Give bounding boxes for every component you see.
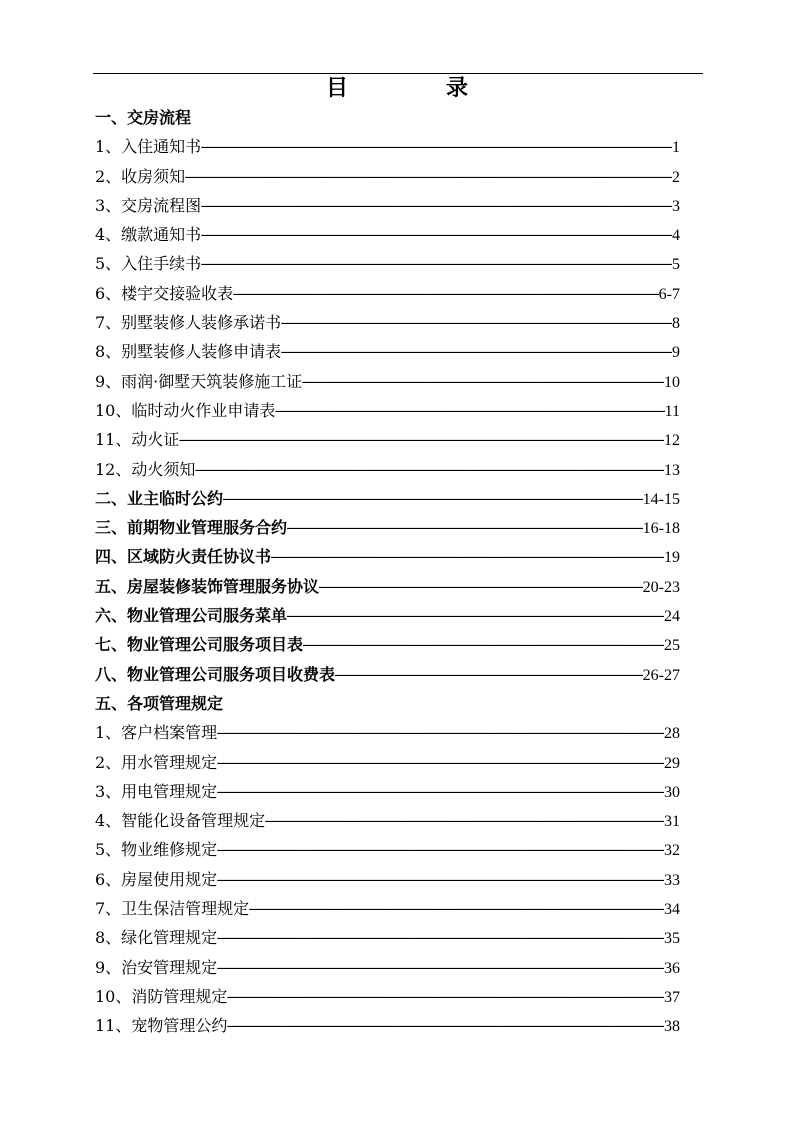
toc-entry[interactable] — [95, 718, 680, 747]
toc-entry[interactable] — [95, 425, 680, 454]
toc-page-number: 29 — [664, 754, 680, 772]
toc-entry-label: 4、智能化设备管理规定 — [95, 811, 266, 831]
toc-entry-label: 5、入住手续书 — [95, 254, 202, 274]
toc-page-number: 19 — [664, 549, 680, 567]
toc-entry-label: 8、别墅装修人装修申请表 — [95, 342, 282, 362]
toc-page-number: 26-27 — [642, 666, 680, 684]
toc-entry[interactable] — [95, 396, 680, 425]
toc-dot-leader — [249, 894, 664, 923]
toc-entry[interactable] — [95, 132, 680, 161]
toc-page-number: 1 — [672, 139, 680, 157]
toc-page-number: 25 — [664, 637, 680, 655]
toc-entry[interactable] — [95, 865, 680, 894]
table-of-contents — [95, 103, 680, 1041]
toc-dot-leader — [275, 396, 664, 425]
toc-entry-label: 1、入住通知书 — [95, 137, 202, 157]
toc-dot-leader — [287, 513, 643, 542]
toc-page-number: 28 — [664, 725, 680, 743]
toc-dot-leader — [227, 1011, 664, 1040]
toc-page-number: 24 — [664, 608, 680, 626]
toc-entry[interactable] — [95, 923, 680, 952]
toc-dot-leader — [281, 337, 672, 366]
toc-entry-label: 七、物业管理公司服务项目表 — [95, 635, 304, 655]
toc-page-number: 13 — [664, 461, 680, 479]
toc-entry[interactable] — [95, 162, 680, 191]
toc-entry[interactable] — [95, 982, 680, 1011]
toc-heading[interactable] — [95, 689, 680, 718]
toc-dot-leader — [217, 923, 664, 952]
toc-page-number: 3 — [672, 197, 680, 215]
toc-entry[interactable] — [95, 748, 680, 777]
toc-entry-label: 3、交房流程图 — [95, 195, 202, 215]
toc-page-number: 16-18 — [642, 520, 680, 538]
toc-page-number: 30 — [664, 783, 680, 801]
toc-section-entry[interactable] — [95, 601, 680, 630]
toc-entry[interactable] — [95, 1011, 680, 1040]
toc-entry-label: 三、前期物业管理服务合约 — [95, 518, 288, 538]
toc-dot-leader — [217, 953, 664, 982]
toc-entry-label: 3、用电管理规定 — [95, 781, 218, 801]
toc-entry[interactable] — [95, 308, 680, 337]
toc-entry-label: 10、消防管理规定 — [95, 986, 228, 1006]
toc-dot-leader — [271, 542, 664, 571]
toc-entry-label: 四、区域防火责任协议书 — [95, 547, 272, 567]
toc-dot-leader — [195, 455, 664, 484]
toc-dot-leader — [319, 572, 643, 601]
toc-page-number: 34 — [664, 901, 680, 919]
toc-entry-label: 二、业主临时公约 — [95, 488, 224, 508]
toc-entry-label: 10、临时动火作业申请表 — [95, 400, 276, 420]
toc-entry[interactable] — [95, 191, 680, 220]
toc-entry-label: 11、动火证 — [95, 430, 180, 450]
toc-entry-label: 2、收房须知 — [95, 166, 186, 186]
toc-page-number: 10 — [664, 373, 680, 391]
toc-page-number: 20-23 — [642, 578, 680, 596]
toc-page-number: 36 — [664, 959, 680, 977]
toc-entry-label: 4、缴款通知书 — [95, 225, 202, 245]
toc-dot-leader — [201, 249, 672, 278]
toc-entry-label: 五、各项管理规定 — [95, 693, 224, 713]
toc-entry-label: 7、卫生保洁管理规定 — [95, 899, 250, 919]
toc-entry[interactable] — [95, 835, 680, 864]
toc-entry-label: 7、别墅装修人装修承诺书 — [95, 313, 282, 333]
toc-entry[interactable] — [95, 220, 680, 249]
toc-page-number: 5 — [672, 256, 680, 274]
toc-entry-label: 11、宠物管理公约 — [95, 1016, 228, 1036]
toc-entry[interactable] — [95, 367, 680, 396]
toc-dot-leader — [303, 630, 664, 659]
toc-page-number: 6-7 — [658, 285, 680, 303]
toc-section-entry[interactable] — [95, 660, 680, 689]
toc-page-number: 38 — [664, 1018, 680, 1036]
toc-entry-label: 1、客户档案管理 — [95, 723, 218, 743]
toc-entry[interactable] — [95, 777, 680, 806]
toc-page-number: 11 — [664, 402, 680, 420]
toc-page-number: 14-15 — [642, 490, 680, 508]
toc-entry[interactable] — [95, 894, 680, 923]
toc-entry-label: 6、楼宇交接验收表 — [95, 283, 234, 303]
toc-entry[interactable] — [95, 455, 680, 484]
toc-entry-label: 9、治安管理规定 — [95, 957, 218, 977]
toc-dot-leader — [287, 601, 664, 630]
toc-section-entry[interactable] — [95, 572, 680, 601]
toc-dot-leader — [223, 484, 643, 513]
toc-section-entry[interactable] — [95, 513, 680, 542]
toc-section-entry[interactable] — [95, 630, 680, 659]
toc-page-number: 37 — [664, 988, 680, 1006]
toc-page-number: 4 — [672, 227, 680, 245]
toc-entry-label: 9、雨润·御墅天筑装修施工证 — [95, 371, 303, 391]
toc-entry-label: 八、物业管理公司服务项目收费表 — [95, 664, 336, 684]
toc-entry[interactable] — [95, 279, 680, 308]
toc-dot-leader — [201, 132, 672, 161]
toc-dot-leader — [233, 279, 658, 308]
toc-dot-leader — [217, 777, 664, 806]
toc-entry-label: 5、物业维修规定 — [95, 840, 218, 860]
toc-entry-label: 8、绿化管理规定 — [95, 928, 218, 948]
toc-entry[interactable] — [95, 953, 680, 982]
toc-page-number: 31 — [664, 813, 680, 831]
toc-entry-label: 五、房屋装修装饰管理服务协议 — [95, 576, 320, 596]
toc-dot-leader — [281, 308, 672, 337]
toc-entry-label: 2、用水管理规定 — [95, 752, 218, 772]
toc-dot-leader — [217, 718, 664, 747]
toc-dot-leader — [217, 865, 664, 894]
toc-page-number: 12 — [664, 432, 680, 450]
toc-page-number: 35 — [664, 930, 680, 948]
toc-page-number: 33 — [664, 871, 680, 889]
toc-dot-leader — [302, 367, 664, 396]
toc-dot-leader — [227, 982, 664, 1011]
toc-dot-leader — [185, 162, 672, 191]
toc-entry[interactable] — [95, 806, 680, 835]
toc-entry-label: 6、房屋使用规定 — [95, 869, 218, 889]
toc-dot-leader — [201, 191, 672, 220]
toc-entry-label: 六、物业管理公司服务菜单 — [95, 606, 288, 626]
toc-page-number: 8 — [672, 315, 680, 333]
toc-entry-label: 一、交房流程 — [95, 108, 192, 127]
toc-page-number: 2 — [672, 168, 680, 186]
toc-dot-leader — [201, 220, 672, 249]
toc-entry[interactable] — [95, 249, 680, 278]
toc-section-entry[interactable] — [95, 484, 680, 513]
page-title: 目 录 — [325, 75, 506, 101]
toc-dot-leader — [217, 748, 664, 777]
toc-dot-leader — [335, 660, 643, 689]
toc-page-number: 9 — [672, 344, 680, 362]
toc-page-number: 32 — [664, 842, 680, 860]
toc-entry[interactable] — [95, 337, 680, 366]
toc-entry-label: 12、动火须知 — [95, 459, 196, 479]
toc-dot-leader — [265, 806, 664, 835]
toc-heading[interactable] — [95, 103, 680, 132]
toc-dot-leader — [179, 425, 664, 454]
toc-dot-leader — [217, 835, 664, 864]
toc-section-entry[interactable] — [95, 542, 680, 571]
